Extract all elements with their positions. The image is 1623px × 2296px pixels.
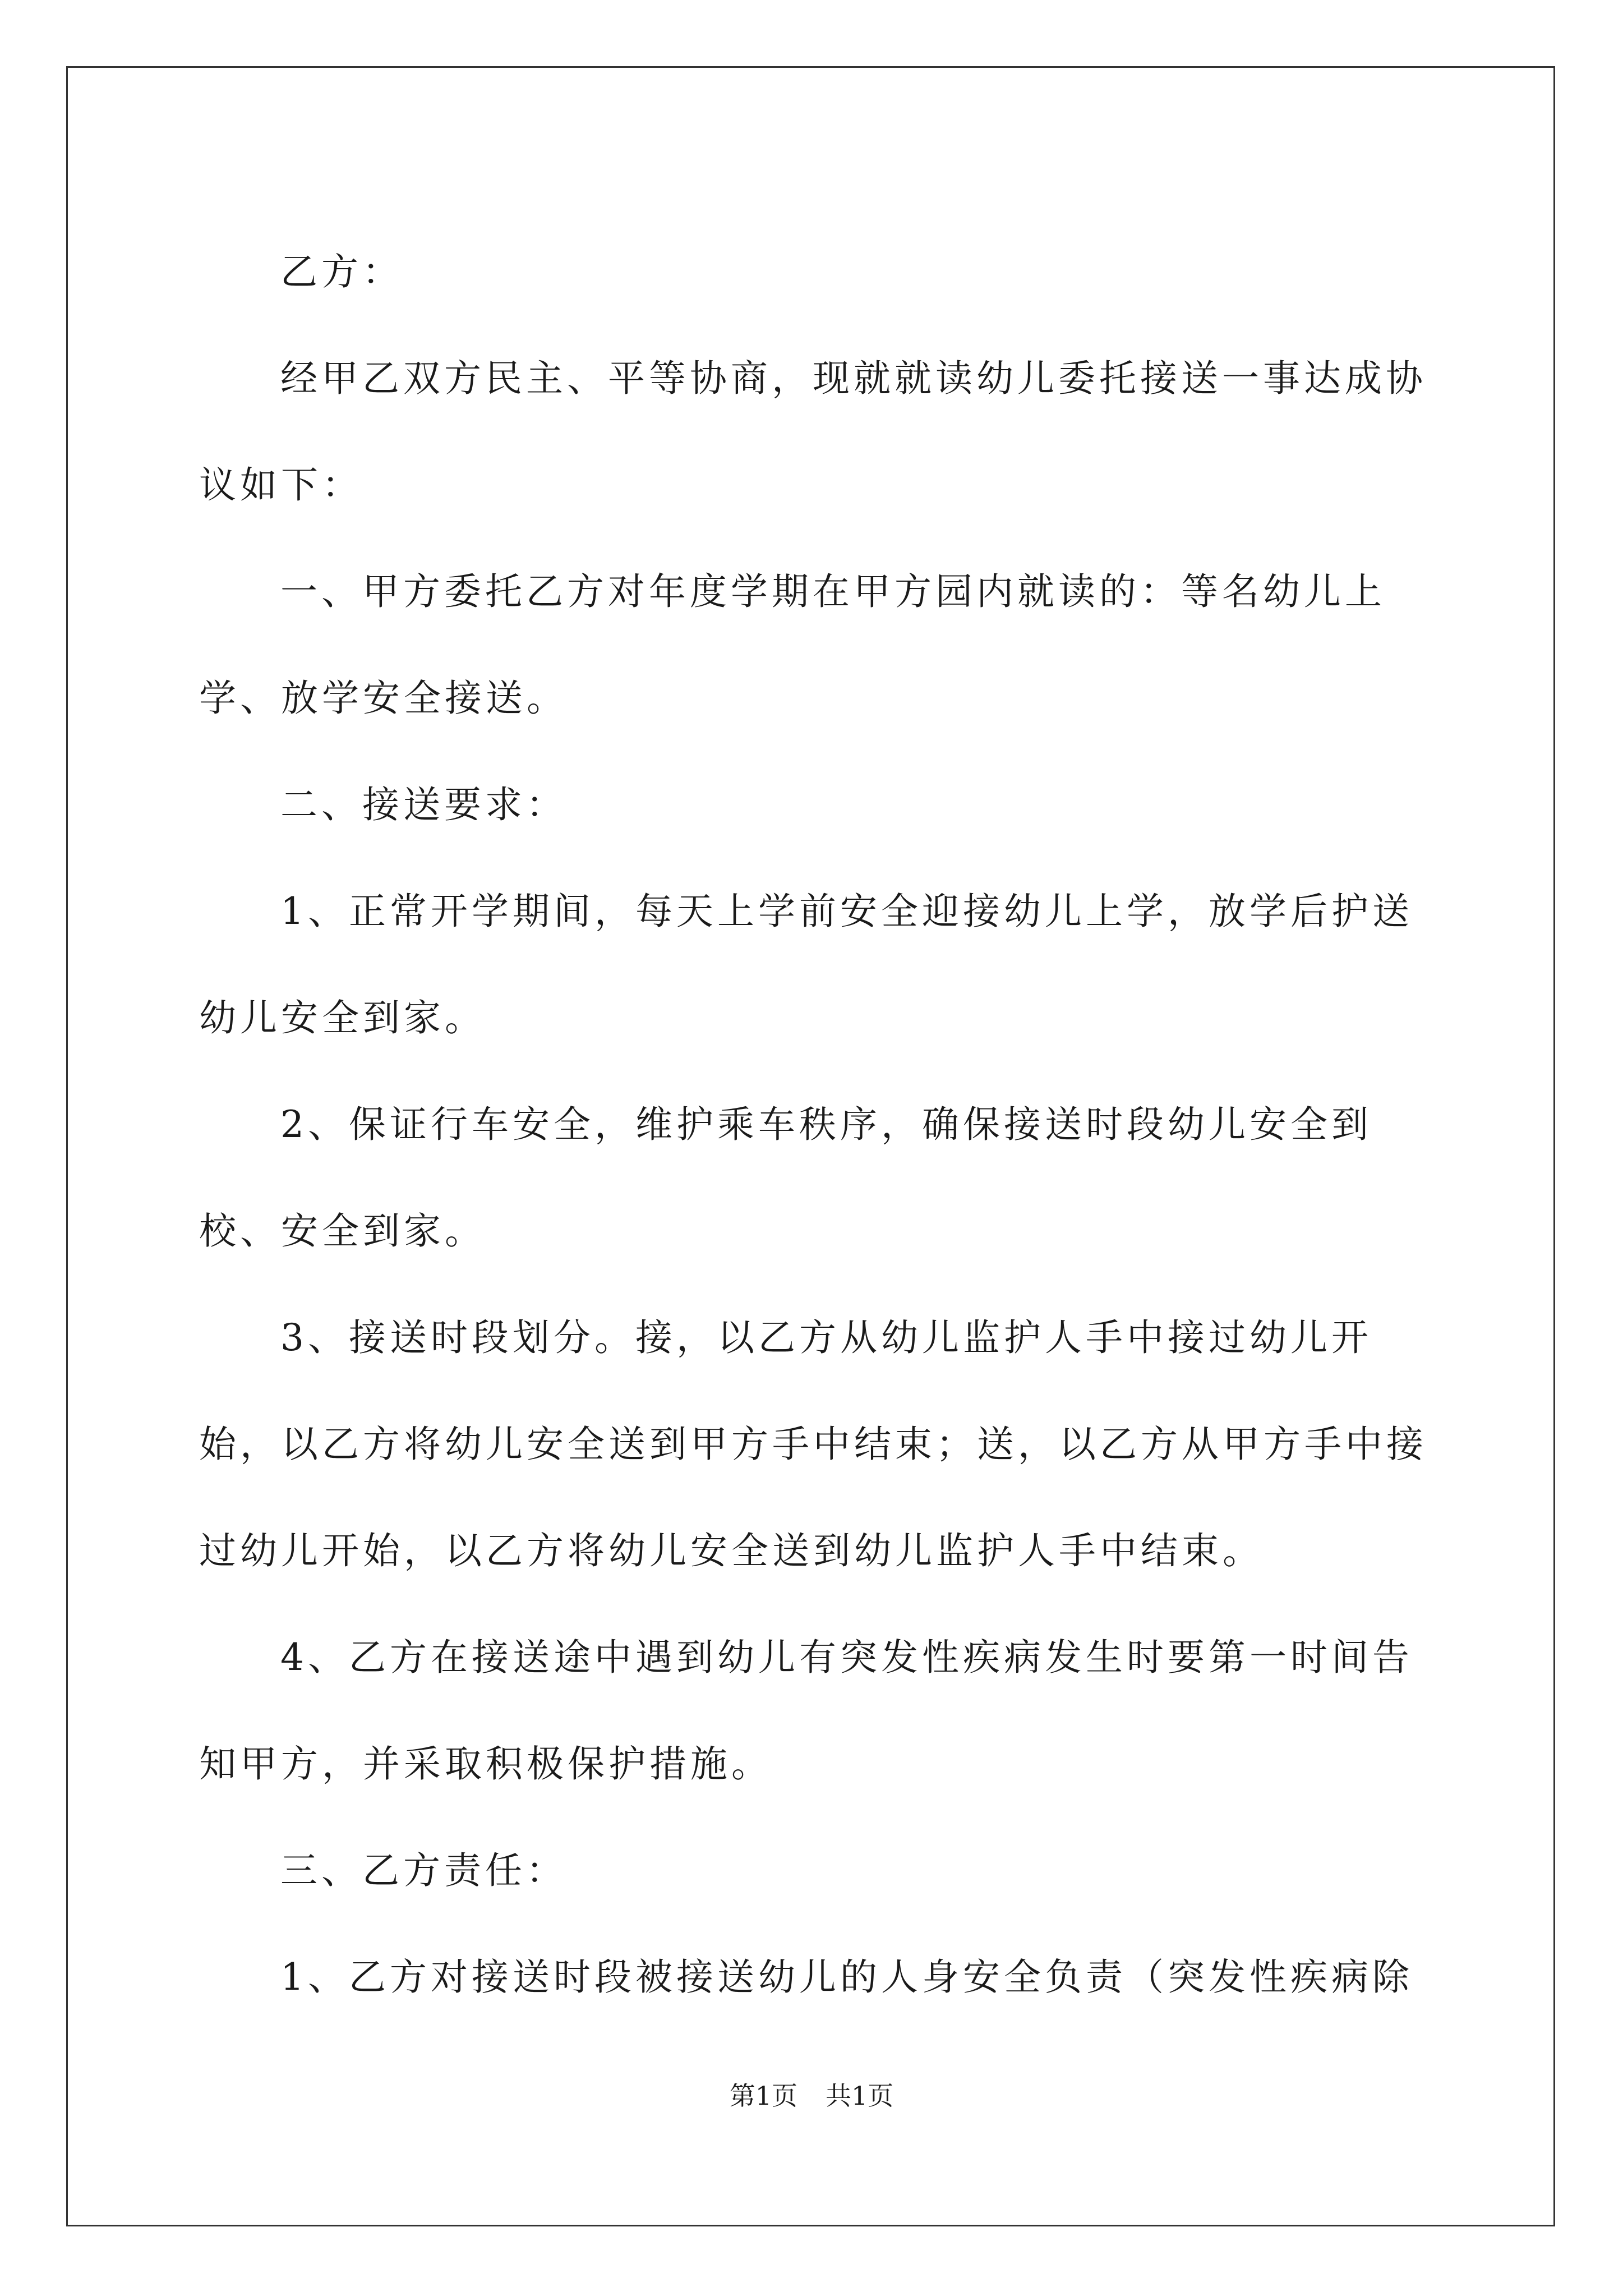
paragraph-intro: 经甲乙双方民主、平等协商，现就就读幼儿委托接送一事达成协议如下： [199,357,1427,507]
page-number: 第1页 [729,2081,797,2111]
page-footer [0,2076,1623,2113]
paragraph-responsibility-1: 1、乙方对接送时段被接送幼儿的人身安全负责（突发性疾病除 [280,1955,1413,1999]
paragraph-requirement-3: 3、接送时段划分。接，以乙方从幼儿监护人手中接过幼儿开始，以乙方将幼儿安全送到甲方手中结束；送，以乙方从甲方手中接过幼儿开始，以乙方将幼儿安全送到幼儿监护人手中结束。 [199,1316,1427,1572]
paragraph-clause-1: 一、甲方委托乙方对年度学期在甲方园内就读的：等名幼儿上学、放学安全接送。 [199,570,1386,720]
paragraph-requirement-4: 4、乙方在接送途中遇到幼儿有突发性疾病发生时要第一时间告知甲方，并采取积极保护措施。 [199,1636,1413,1786]
document-body [199,219,1427,2031]
paragraph-requirement-1: 1、正常开学期间，每天上学前安全迎接幼儿上学，放学后护送幼儿安全到家。 [199,890,1413,1039]
paragraph-requirement-2: 2、保证行车安全，维护乘车秩序，确保接送时段幼儿安全到校、安全到家。 [199,1103,1372,1253]
paragraph-section-3-heading: 三、乙方责任： [280,1849,567,1892]
paragraph-party-b: 乙方： [280,250,403,293]
page-total: 共1页 [826,2081,894,2111]
paragraph-section-2-heading: 二、接送要求： [280,783,567,826]
